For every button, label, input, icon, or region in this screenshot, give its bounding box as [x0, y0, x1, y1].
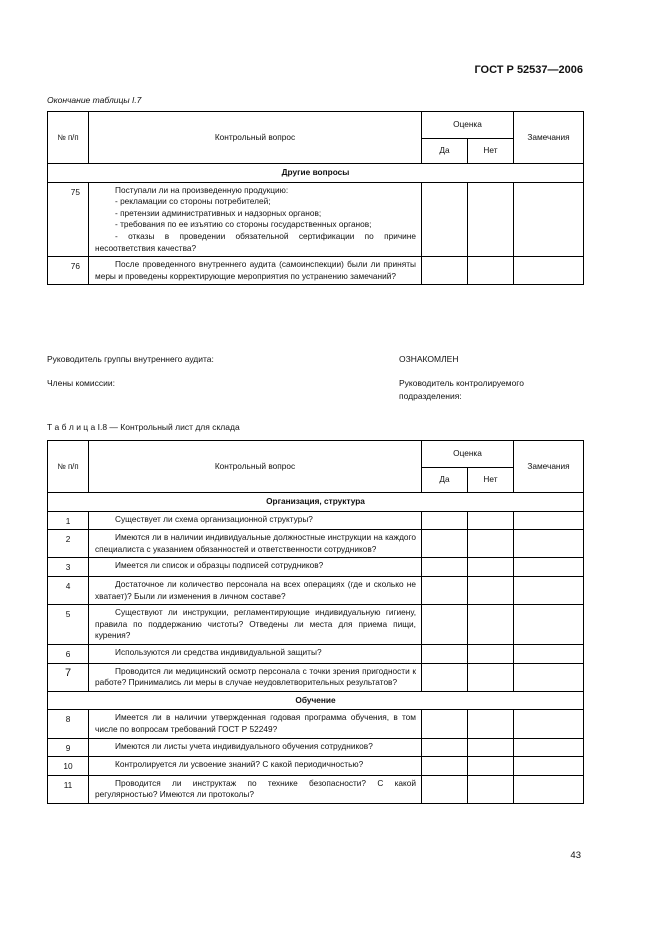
table1 — [47, 111, 584, 285]
yes-cell — [422, 644, 468, 663]
question-text — [89, 530, 422, 558]
question-lead: Проводится ли медицинский осмотр персонала с точки зрения пригодности к работе? Принимались ли меры в случае неудовлетворительных результатов? — [95, 665, 416, 688]
yes-cell — [422, 511, 468, 530]
question-text — [89, 511, 422, 530]
no-cell — [468, 710, 514, 738]
row-number: 10 — [48, 757, 89, 776]
question-text — [89, 710, 422, 738]
question-lead: Используются ли средства индивидуальной защиты? — [115, 646, 322, 657]
col-score-header: Оценка — [422, 441, 514, 468]
col-yes-header: Да — [422, 468, 468, 493]
col-remarks-header: Замечания — [514, 441, 584, 493]
page-number: 43 — [570, 850, 581, 861]
remarks-cell — [514, 738, 584, 757]
table1-caption: Окончание таблицы I.7 — [47, 95, 142, 105]
no-cell — [468, 663, 514, 691]
table-row — [48, 738, 584, 757]
table-row — [48, 182, 584, 257]
question-lead: Существуют ли инструкции, регламентирующие индивидуальную гигиену, правила по поддержанию чистоты? Отведены ли места для приема пищи, курения? — [95, 607, 416, 641]
question-text — [89, 663, 422, 691]
col-remarks-header: Замечания — [514, 112, 584, 164]
no-cell — [468, 738, 514, 757]
row-number: 76 — [48, 257, 89, 285]
table-row — [48, 757, 584, 776]
row-number: 6 — [48, 644, 89, 663]
question-lead: Имеется ли в наличии утвержденная годовая программа обучения, в том числе по вопросам требований ГОСТ Р 52249? — [95, 712, 416, 734]
question-text — [89, 738, 422, 757]
remarks-cell — [514, 558, 584, 577]
table-row — [48, 511, 584, 530]
question-text — [89, 576, 422, 604]
remarks-cell — [514, 530, 584, 558]
row-number: 11 — [48, 775, 89, 803]
no-cell — [468, 775, 514, 803]
list-item: - отказы в проведении обязательной сертификации по причине несоответствия качества? — [95, 230, 416, 253]
signature-acknowledged: ОЗНАКОМЛЕН — [399, 354, 459, 364]
signature-members: Члены комиссии: — [47, 378, 116, 388]
remarks-cell — [514, 644, 584, 663]
remarks-cell — [514, 576, 584, 604]
question-text — [89, 558, 422, 577]
no-cell — [468, 558, 514, 577]
yes-cell — [422, 775, 468, 803]
question-lead: Существует ли схема организационной структуры? — [115, 513, 313, 524]
yes-cell — [422, 257, 468, 285]
yes-cell — [422, 576, 468, 604]
signature-head — [399, 377, 524, 403]
yes-cell — [422, 738, 468, 757]
table-row — [48, 644, 584, 663]
no-cell — [468, 182, 514, 257]
no-cell — [468, 511, 514, 530]
row-number: 4 — [48, 576, 89, 604]
col-score-header: Оценка — [422, 112, 514, 139]
list-item: - требования по ее изъятию со стороны государственных органов; — [115, 219, 372, 230]
table-row — [48, 257, 584, 285]
remarks-cell — [514, 182, 584, 257]
table-row — [48, 775, 584, 803]
remarks-cell — [514, 663, 584, 691]
col-yes-header: Да — [422, 139, 468, 164]
table-row — [48, 663, 584, 691]
signature-head-line1: Руководитель контролируемого — [399, 378, 524, 388]
question-lead: Имеются ли листы учета индивидуального обучения сотрудников? — [115, 740, 373, 751]
section-organization: Организация, структура — [48, 493, 584, 512]
standard-number: ГОСТ Р 52537—2006 — [474, 64, 583, 76]
question-lead: Имеются ли в наличии индивидуальные должностные инструкции на каждого специалиста с указанием обязанностей и ответственности сотрудников? — [95, 532, 416, 554]
col-num-header: № п/п — [48, 112, 89, 164]
yes-cell — [422, 182, 468, 257]
table-row — [48, 558, 584, 577]
remarks-cell — [514, 757, 584, 776]
col-no-header: Нет — [468, 468, 514, 493]
row-number: 9 — [48, 738, 89, 757]
table-row — [48, 576, 584, 604]
remarks-cell — [514, 605, 584, 645]
table2-caption: Т а б л и ц а I.8 — Контрольный лист для склада — [47, 422, 240, 432]
list-item: - претензии административных и надзорных органов; — [115, 207, 322, 218]
remarks-cell — [514, 511, 584, 530]
row-number: 8 — [48, 710, 89, 738]
col-question-header: Контрольный вопрос — [89, 441, 422, 493]
table-row — [48, 710, 584, 738]
question-text — [89, 644, 422, 663]
no-cell — [468, 257, 514, 285]
yes-cell — [422, 710, 468, 738]
remarks-cell — [514, 775, 584, 803]
list-item: - рекламации со стороны потребителей; — [115, 196, 271, 207]
yes-cell — [422, 757, 468, 776]
yes-cell — [422, 605, 468, 645]
row-number: 5 — [48, 605, 89, 645]
row-number: 7 — [48, 663, 89, 691]
table2 — [47, 440, 584, 804]
no-cell — [468, 576, 514, 604]
question-lead: Контролируется ли усвоение знаний? С какой периодичностью? — [115, 759, 364, 770]
question-text — [89, 257, 422, 285]
section-other-questions: Другие вопросы — [48, 164, 584, 183]
signature-head-line2: подразделения: — [399, 391, 462, 401]
no-cell — [468, 605, 514, 645]
no-cell — [468, 530, 514, 558]
row-number: 3 — [48, 558, 89, 577]
yes-cell — [422, 530, 468, 558]
table-row — [48, 605, 584, 645]
col-no-header: Нет — [468, 139, 514, 164]
question-lead: Имеется ли список и образцы подписей сотрудников? — [115, 560, 324, 571]
yes-cell — [422, 558, 468, 577]
remarks-cell — [514, 257, 584, 285]
row-number: 1 — [48, 511, 89, 530]
no-cell — [468, 757, 514, 776]
question-lead: После проведенного внутреннего аудита (самоинспекции) были ли приняты меры и проведены корректирующие мероприятия по устранению замечаний? — [95, 259, 416, 281]
row-number: 2 — [48, 530, 89, 558]
question-lead: Проводится ли инструктаж по технике безопасности? С какой регулярностью? Имеются ли протоколы? — [95, 777, 416, 800]
question-text — [89, 605, 422, 645]
table-row — [48, 530, 584, 558]
col-question-header: Контрольный вопрос — [89, 112, 422, 164]
yes-cell — [422, 663, 468, 691]
col-num-header: № п/п — [48, 441, 89, 493]
question-text — [89, 757, 422, 776]
remarks-cell — [514, 710, 584, 738]
question-lead: Поступали ли на произведенную продукцию: — [115, 184, 289, 195]
no-cell — [468, 644, 514, 663]
signature-leader: Руководитель группы внутреннего аудита: — [47, 354, 214, 364]
section-training: Обучение — [48, 691, 584, 710]
question-text — [89, 775, 422, 803]
question-text — [89, 182, 422, 257]
question-lead: Достаточное ли количество персонала на всех операциях (где и сколько не хватает)? Были ли изменения в личном составе? — [95, 578, 416, 601]
row-number: 75 — [48, 182, 89, 257]
